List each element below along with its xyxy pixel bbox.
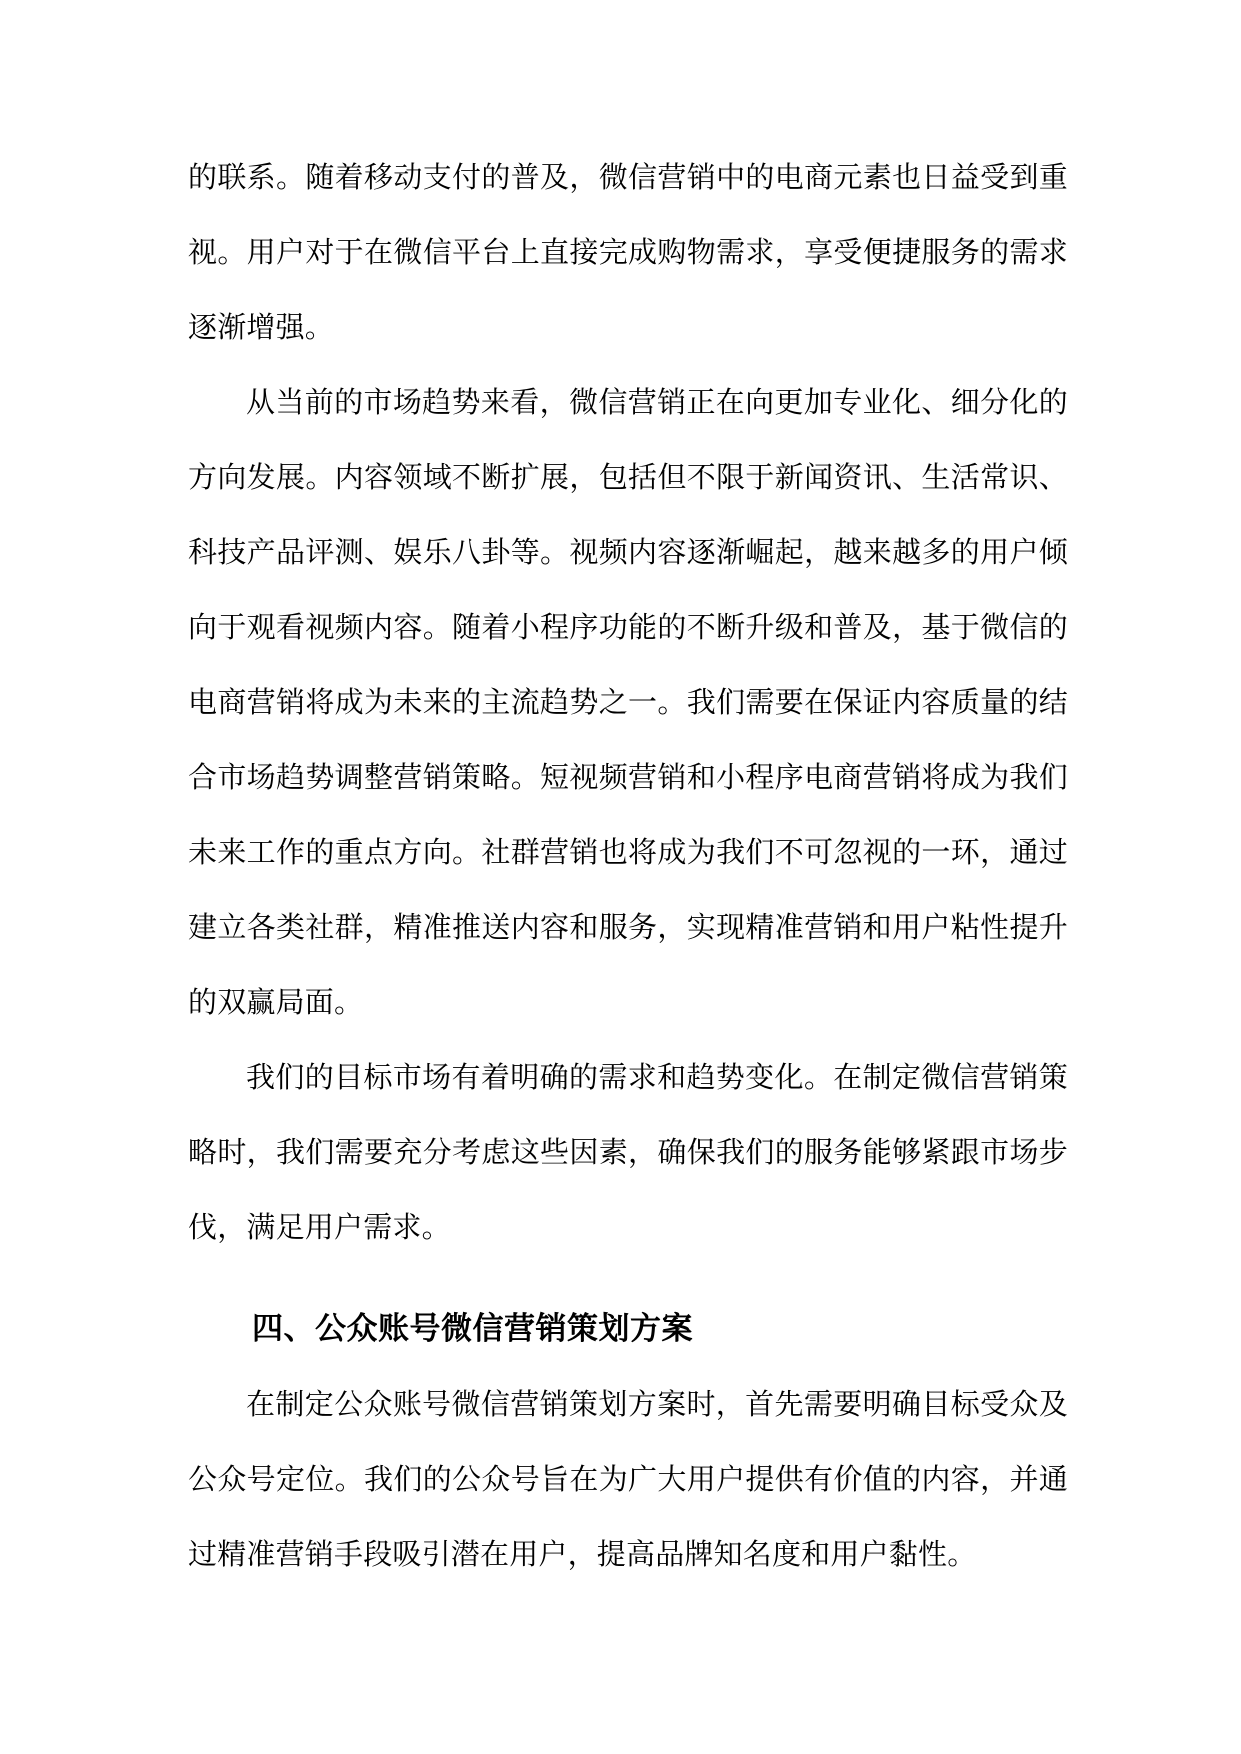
section-heading: 四、公众账号微信营销策划方案: [252, 1311, 693, 1347]
paragraph-target-market: 我们的目标市场有着明确的需求和趋势变化。在制定微信营销策略时，我们需要充分考虑这些因素，确保我们的服务能够紧跟市场步伐，满足用户需求。: [188, 1060, 1068, 1244]
paragraph-continued: 的联系。随着移动支付的普及，微信营销中的电商元素也日益受到重视。用户对于在微信平台上直接完成购物需求，享受便捷服务的需求逐渐增强。: [188, 160, 1068, 344]
paragraph-strategy-intro: 在制定公众账号微信营销策划方案时，首先需要明确目标受众及公众号定位。我们的公众号旨在为广大用户提供有价值的内容，并通过精准营销手段吸引潜在用户，提高品牌知名度和用户黏性。: [188, 1387, 1068, 1571]
paragraph-market-trends: 从当前的市场趋势来看，微信营销正在向更加专业化、细分化的方向发展。内容领域不断扩展，包括但不限于新闻资讯、生活常识、科技产品评测、娱乐八卦等。视频内容逐渐崛起，越来越多的用户倾向于观看视频内容。随着小程序功能的不断升级和普及，基于微信的电商营销将成为未来的主流趋势之一。我们需要在保证内容质量的结合市场趋势调整营销策略。短视频营销和小程序电商营销将成为我们未来工作的重点方向。社群营销也将成为我们不可忽视的一环，通过建立各类社群，精准推送内容和服务，实现精准营销和用户粘性提升的双赢局面。: [188, 385, 1068, 1019]
document-body: [188, 140, 1068, 1592]
